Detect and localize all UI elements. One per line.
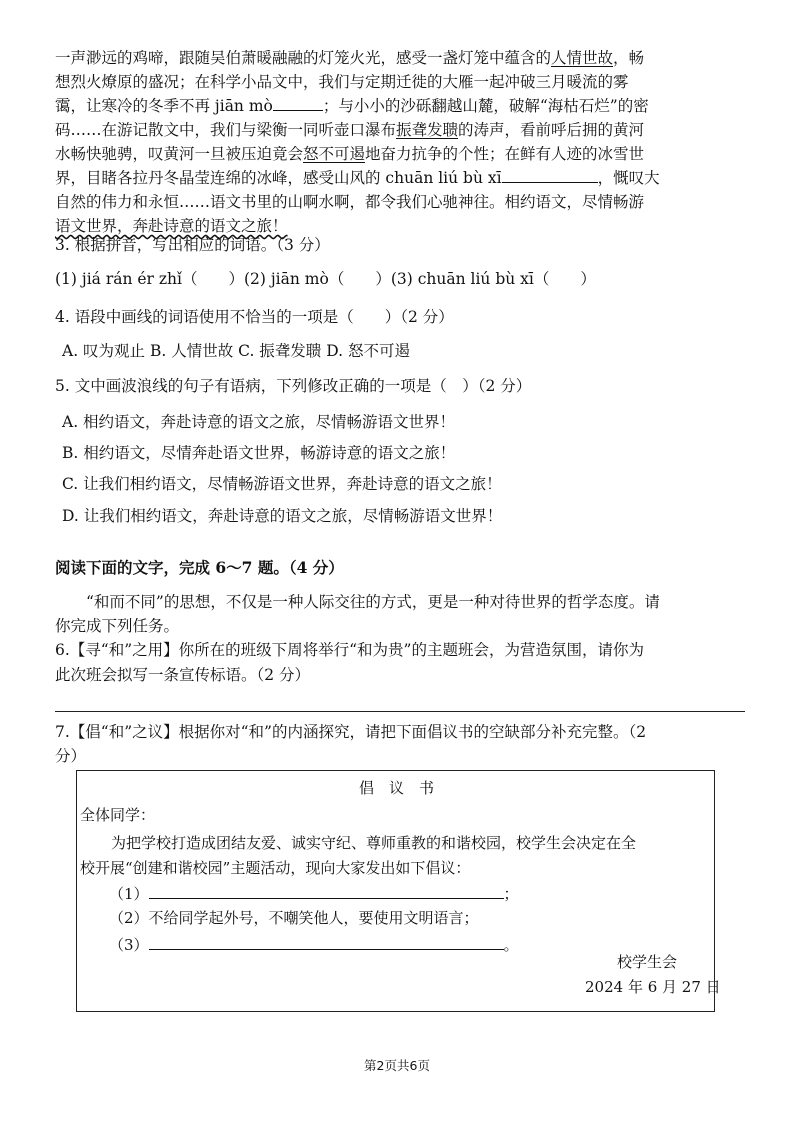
passage-line-4 <box>55 119 745 141</box>
answer-line[interactable] <box>55 711 745 712</box>
proposal-greeting: 全体同学： <box>80 806 156 824</box>
passage-text: 一声渺远的鸡啼，跟随吴伯萧暖融融的灯笼火光，感受一盏灯笼中蕴含的 <box>55 49 552 67</box>
passage-line-1 <box>55 47 745 69</box>
passage-text: ，畅 <box>613 49 645 67</box>
question-5-option-c: C. 让我们相约语文，尽情畅游语文世界，奔赴诗意的语文之旅！ <box>62 475 502 493</box>
proposal-body-line-2: 校开展“创建和谐校园”主题活动，现向大家发出如下倡议： <box>80 859 471 877</box>
passage-text: 的涛声，看前呼后拥的黄河 <box>458 121 645 139</box>
question-5-option-d: D. 让我们相约语文，奔赴诗意的语文之旅，尽情畅游语文世界！ <box>62 507 503 525</box>
passage-text: 地奋力抗争的个性；在鲜有人迹的冰雪世 <box>365 145 645 163</box>
underlined-word: 振聋发聩 <box>396 121 459 139</box>
item-number: （3） <box>109 936 149 954</box>
question-7-line-2: 分） <box>55 747 87 765</box>
passage-line-5 <box>55 143 745 165</box>
proposal-blank-1[interactable] <box>149 883 504 899</box>
item-end: 。 <box>503 936 519 954</box>
question-5-option-a: A. 相约语文，奔赴诗意的语文之旅，尽情畅游语文世界！ <box>62 413 456 431</box>
question-4-options: A. 叹为观止 B. 人情世故 C. 振聋发聩 D. 怒不可遏 <box>62 342 410 360</box>
proposal-title: 倡 议 书 <box>359 779 435 797</box>
item-number: （1） <box>109 885 149 903</box>
reading-paragraph-line-1: “和而不同”的思想，不仅是一种人际交往的方式，更是一种对待世界的哲学态度。请 <box>86 593 660 611</box>
passage-text: ，慨叹大 <box>597 169 660 187</box>
underlined-word: 怒不可遏 <box>303 145 366 163</box>
passage-text: 霭，让寒冷的冬季不再 jiān mò <box>55 97 273 115</box>
passage-text: ；与小小的沙砾翻越山麓，破解“海枯石烂”的密 <box>322 97 649 115</box>
proposal-item-3 <box>109 934 519 955</box>
answer-blank[interactable] <box>273 95 323 111</box>
passage-text: 水畅快驰骋，叹黄河一旦被压迫竟会 <box>55 145 304 163</box>
proposal-body-line-1: 为把学校打造成团结友爱、诚实守纪、尊师重教的和谐校园，校学生会决定在全 <box>111 834 637 852</box>
question-6-line-1: 6.【寻“和”之用】你所在的班级下周将举行“和为贵”的主题班会，为营造氛围，请你为 <box>55 641 644 659</box>
proposal-date: 2024 年 6 月 27 日 <box>585 978 721 996</box>
passage-line-2: 想烈火燎原的盛况；在科学小品文中，我们与定期迁徙的大雁一起冲破三月暖流的雾 <box>55 73 629 91</box>
question-5-option-b: B. 相约语文，尽情奔赴语文世界，畅游诗意的语文之旅！ <box>62 444 456 462</box>
passage-line-6 <box>55 167 745 189</box>
answer-blank[interactable] <box>502 167 598 183</box>
passage-line-7 <box>55 191 745 213</box>
passage-text: 界，目睹各拉丹冬晶莹连绵的冰峰，感受山风的 chuān liú bù xī <box>55 169 502 187</box>
page-number: 第2页共6页 <box>364 1058 430 1073</box>
proposal-signer: 校学生会 <box>617 953 678 971</box>
question-3-items: (1) jiá rán ér zhǐ（ ）(2) jiān mò（ ）(3) chuān liú bù xī（ ） <box>55 270 596 288</box>
question-4-title: 4. 语段中画线的词语使用不恰当的一项是（ ）（2 分） <box>55 308 454 326</box>
proposal-item-1 <box>109 883 519 904</box>
wavy-underlined-sentence: 语文世界，奔赴诗意的语文之旅！ <box>55 217 288 235</box>
reading-paragraph-line-2: 你完成下列任务。 <box>55 617 180 635</box>
question-6-line-2: 此次班会拟写一条宣传标语。（2 分） <box>55 666 311 684</box>
proposal-blank-3[interactable] <box>149 934 504 950</box>
proposal-item-2: （2）不给同学起外号，不嘲笑他人，要使用文明语言； <box>109 909 479 927</box>
underlined-word: 人情世故 <box>551 49 614 67</box>
reading-heading: 阅读下面的文字，完成 6～7 题。（4 分） <box>55 558 344 577</box>
passage-text: 自然的伟力和永恒……语文书里的山啊水啊，都令我们心驰神往。相约语文，尽情畅游 <box>55 193 645 211</box>
question-3-title: 3. 根据拼音，写出相应的词语。（3 分） <box>55 236 330 254</box>
question-7-line-1: 7.【倡“和”之议】根据你对“和”的内涵探究，请把下面倡议书的空缺部分补充完整。（2 <box>55 723 647 741</box>
passage-line-3 <box>55 95 745 117</box>
question-5-title: 5. 文中画波浪线的句子有语病，下列修改正确的一项是（ ）（2 分） <box>55 377 532 395</box>
item-end: ； <box>503 885 519 903</box>
proposal-box <box>76 770 721 1012</box>
passage-text: 码……在游记散文中，我们与梁衡一同听壶口瀑布 <box>55 121 397 139</box>
